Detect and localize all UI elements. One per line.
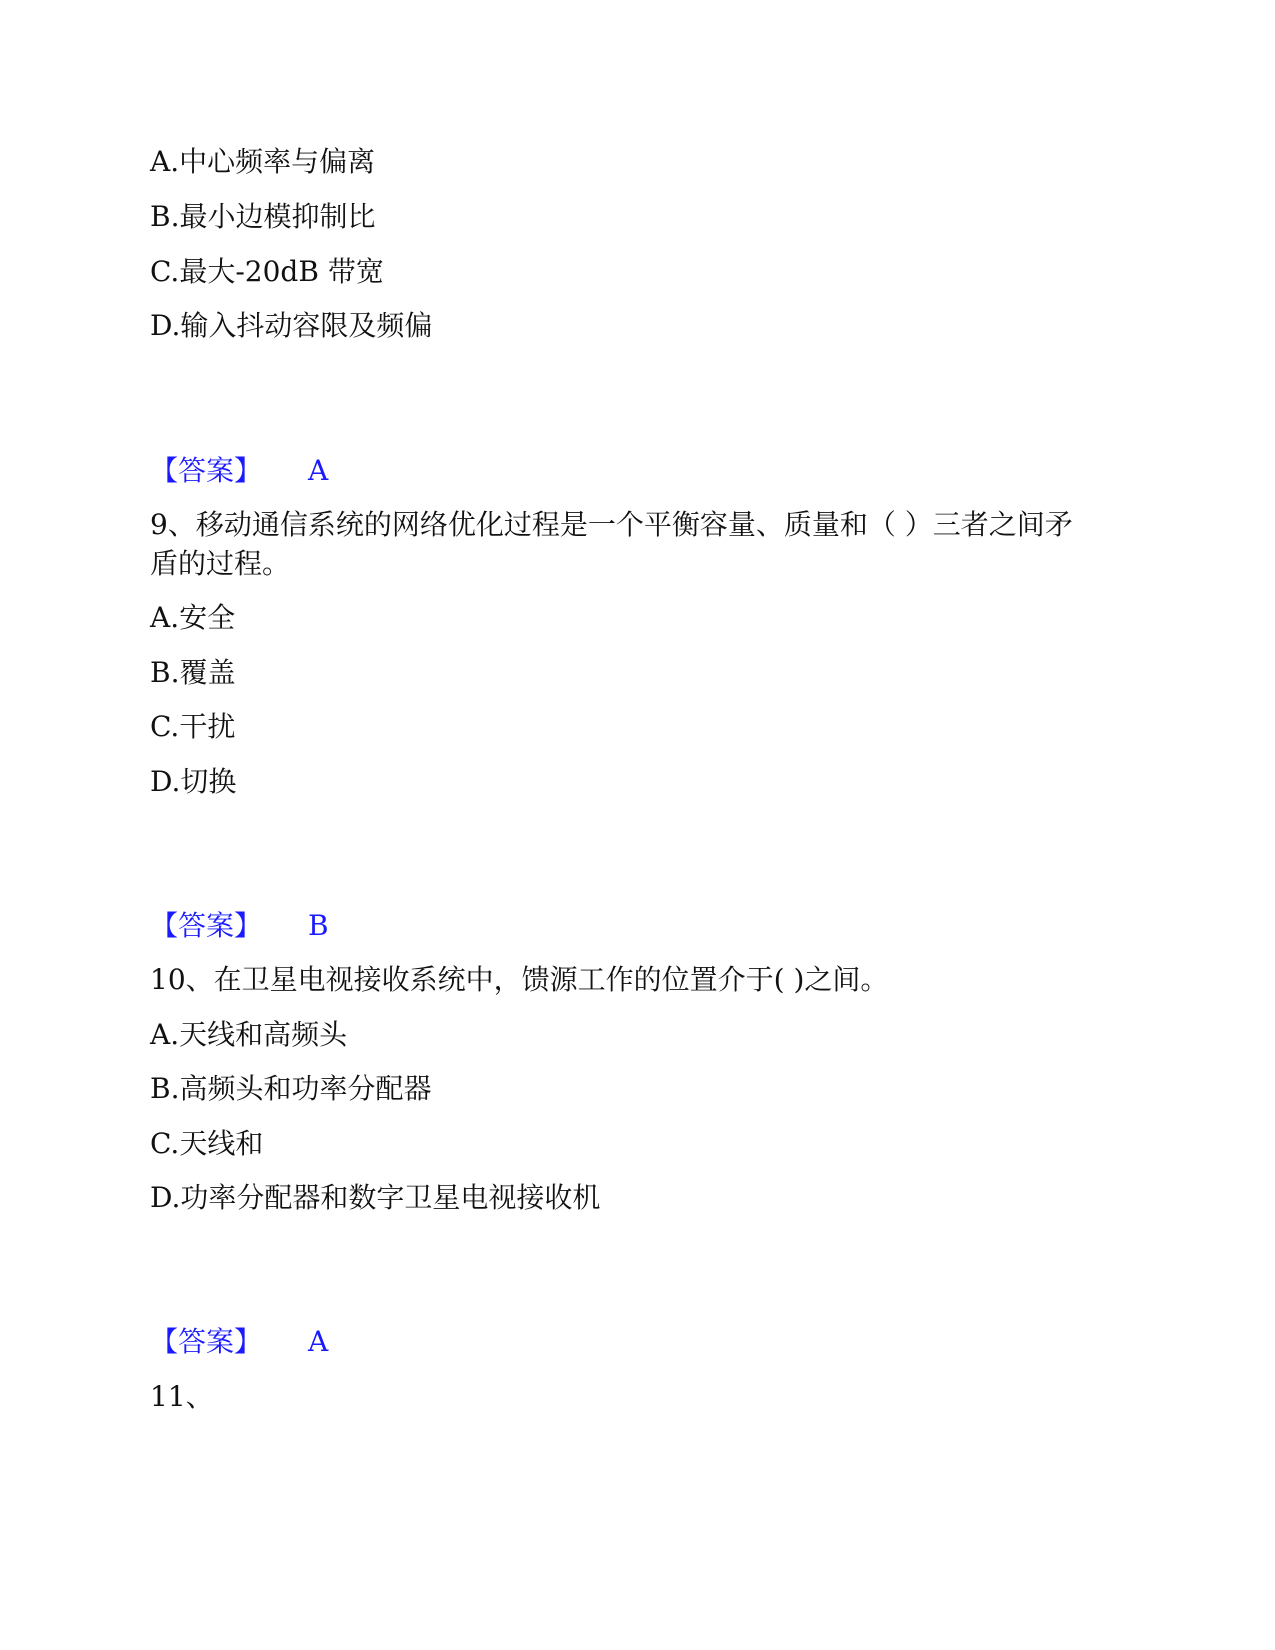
answer-label: 【答案】 <box>150 909 263 942</box>
q10-option-a: A.天线和高频头 <box>150 1018 348 1051</box>
q9-option-b: B.覆盖 <box>150 656 236 689</box>
q10-option-d: D.功率分配器和数字卫星电视接收机 <box>150 1181 601 1214</box>
answer-label: 【答案】 <box>150 454 263 487</box>
q8-option-d: D.输入抖动容限及频偏 <box>150 309 433 342</box>
q10-option-c: C.天线和 <box>150 1127 264 1160</box>
q11-stem: 11、 <box>150 1380 214 1413</box>
q8-option-b: B.最小边模抑制比 <box>150 200 376 233</box>
q10-answer-value: A <box>308 1325 329 1358</box>
q10-stem: 10、在卫星电视接收系统中，馈源工作的位置介于( )之间。 <box>150 963 889 996</box>
q9-stem-line1: 9、移动通信系统的网络优化过程是一个平衡容量、质量和（ ）三者之间矛 <box>150 508 1073 541</box>
q8-option-c: C.最大-20dB 带宽 <box>150 255 384 288</box>
q9-answer-value: B <box>308 909 329 942</box>
q8-answer-value: A <box>308 454 329 487</box>
q8-answer <box>150 451 328 491</box>
q10-answer <box>150 1322 328 1362</box>
q8-option-a: A.中心频率与偏离 <box>150 145 376 178</box>
q9-option-c: C.干扰 <box>150 710 236 743</box>
q9-option-d: D.切换 <box>150 765 237 798</box>
q9-option-a: A.安全 <box>150 601 236 634</box>
q10-option-b: B.高频头和功率分配器 <box>150 1072 432 1105</box>
q9-answer <box>150 906 329 946</box>
q9-stem-line2: 盾的过程。 <box>150 547 291 580</box>
answer-label: 【答案】 <box>150 1325 263 1358</box>
